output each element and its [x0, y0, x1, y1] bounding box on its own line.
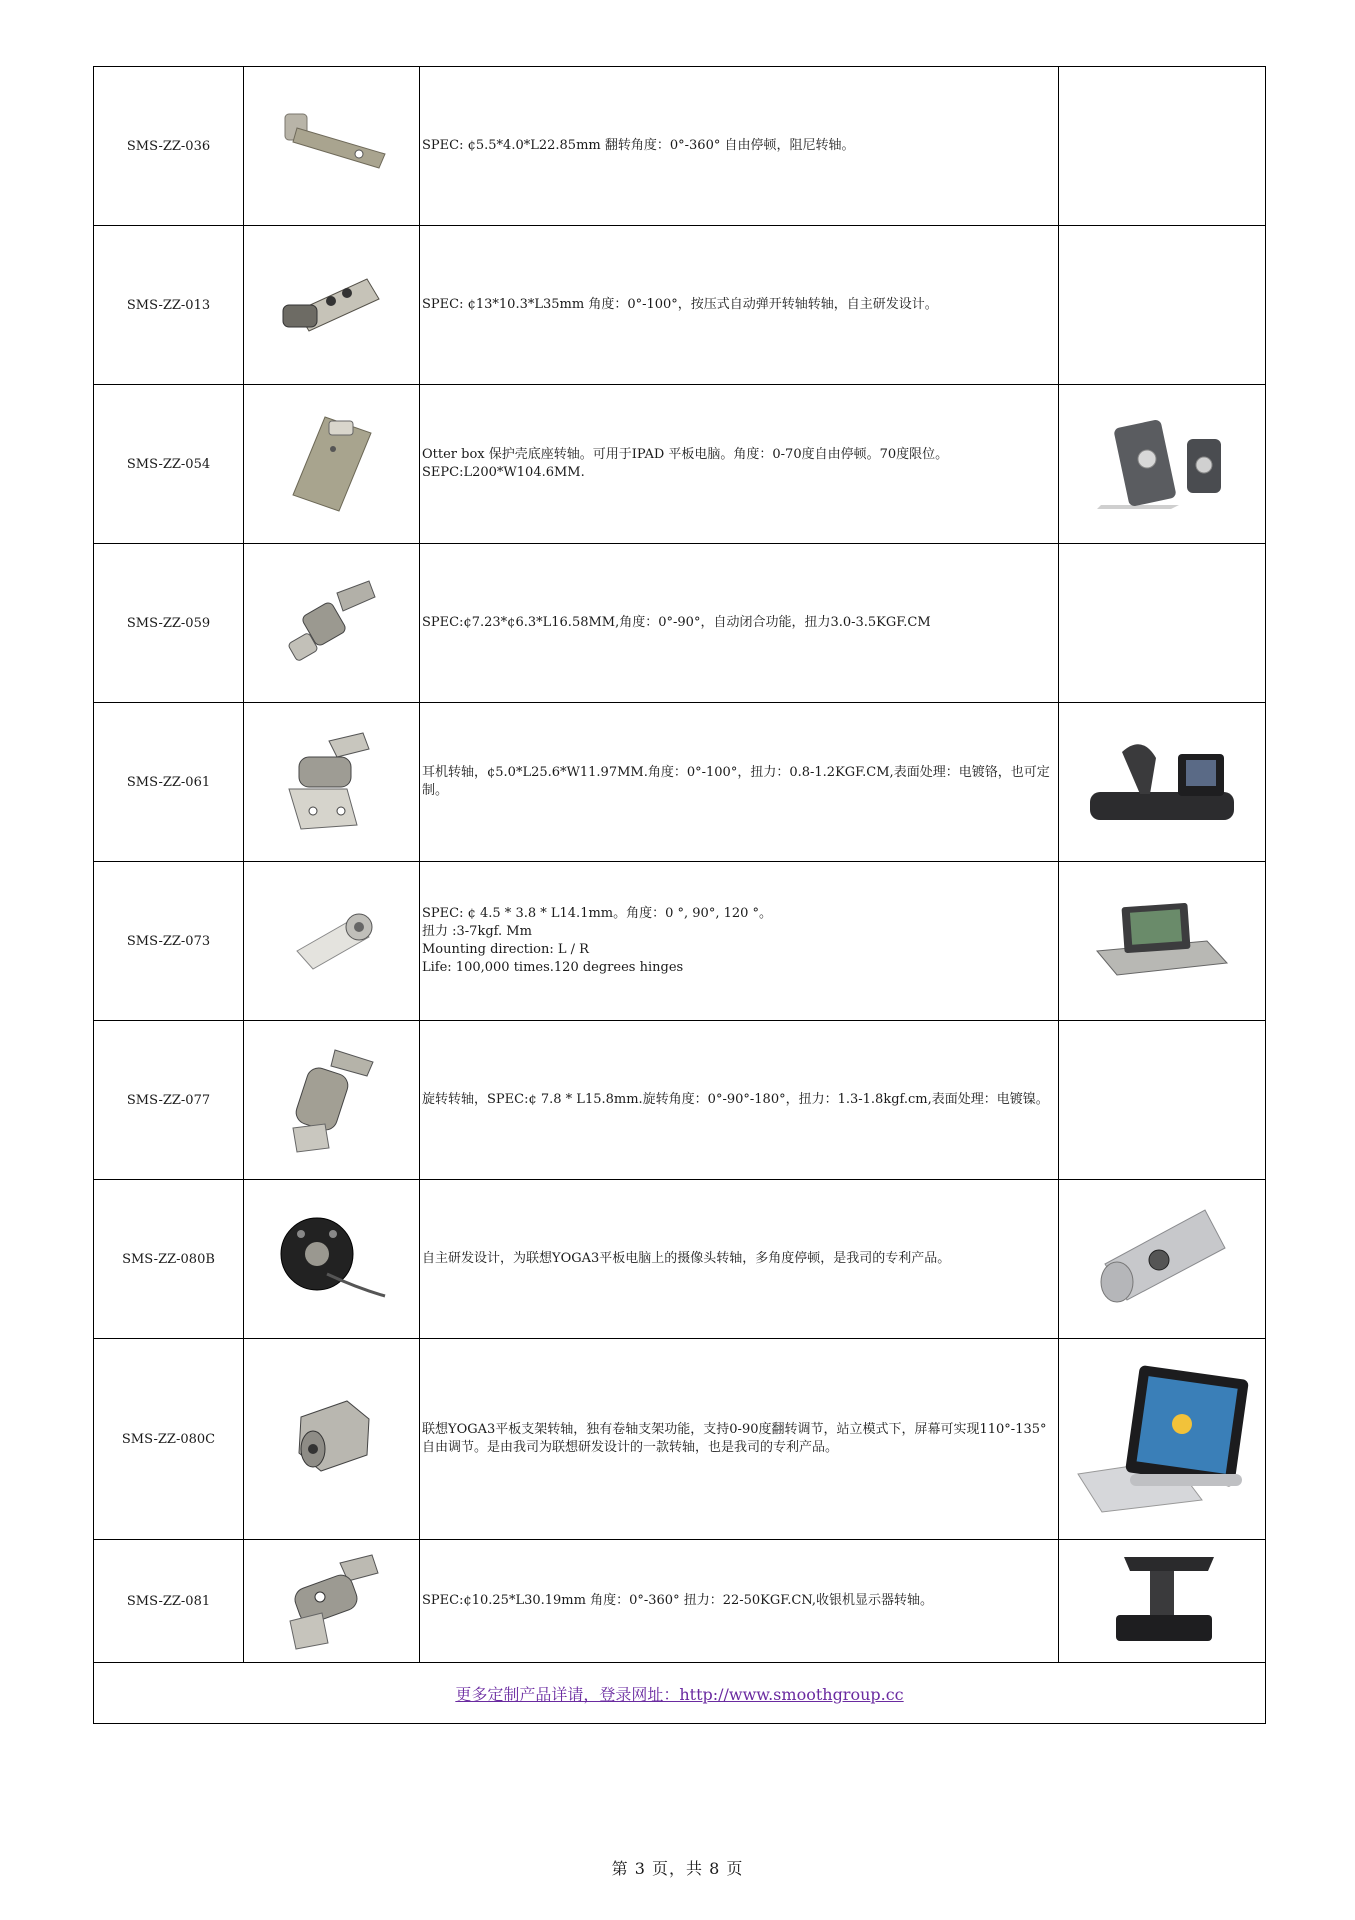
footer-cell	[94, 1663, 1266, 1724]
plate-hinge-icon	[277, 409, 387, 519]
product-code: SMS-ZZ-054	[94, 385, 244, 544]
pos-monitor-icon	[1102, 1551, 1222, 1651]
product-description: 旋转转轴，SPEC:¢ 7.8 * L15.8mm.旋转角度：0°-90°-180°，扭力：1.3-1.8kgf.cm,表面处理：电镀镍。	[420, 1021, 1059, 1180]
product-code: SMS-ZZ-036	[94, 67, 244, 226]
application-photo	[1059, 385, 1266, 544]
cylinder-hinge-icon	[277, 573, 387, 673]
product-description: 自主研发设计，为联想YOGA3平板电脑上的摄像头转轴，多角度停顿，是我司的专利产品。	[420, 1180, 1059, 1339]
product-photo	[244, 1180, 420, 1339]
product-table	[93, 66, 1266, 1724]
application-photo	[1059, 703, 1266, 862]
camera-cylinder-icon	[1087, 1204, 1237, 1314]
product-code: SMS-ZZ-077	[94, 1021, 244, 1180]
table-row	[94, 544, 1266, 703]
product-description: 耳机转轴，¢5.0*L25.6*W11.97MM.角度：0°-100°，扭力：0.8-1.2KGF.CM,表面处理：电镀铬，也可定制。	[420, 703, 1059, 862]
product-photo	[244, 862, 420, 1021]
product-photo	[244, 703, 420, 862]
product-photo	[244, 67, 420, 226]
product-photo	[244, 385, 420, 544]
table-row	[94, 1339, 1266, 1540]
product-description: SPEC:¢10.25*L30.19mm 角度：0°-360° 扭力：22-50KGF.CN,收银机显示器转轴。	[420, 1540, 1059, 1663]
product-description: SPEC: ¢5.5*4.0*L22.85mm 翻转角度：0°-360° 自由停顿，阻尼转轴。	[420, 67, 1059, 226]
handheld-device-icon	[1087, 891, 1237, 991]
product-code: SMS-ZZ-061	[94, 703, 244, 862]
footer-row	[94, 1663, 1266, 1724]
table-row	[94, 385, 1266, 544]
tablet-stand-icon	[1087, 409, 1237, 519]
product-photo	[244, 1021, 420, 1180]
table-row	[94, 226, 1266, 385]
table-row	[94, 1540, 1266, 1663]
application-photo	[1059, 1021, 1266, 1180]
product-code: SMS-ZZ-013	[94, 226, 244, 385]
table-row	[94, 862, 1266, 1021]
slim-hinge-bar-icon	[267, 106, 397, 186]
camera-hinge-icon	[267, 1204, 397, 1314]
application-photo	[1059, 544, 1266, 703]
push-release-hinge-icon	[267, 265, 397, 345]
monitor-hinge-icon	[272, 1551, 392, 1651]
table-row	[94, 703, 1266, 862]
product-description: SPEC:¢7.23*¢6.3*L16.58MM,角度：0°-90°，自动闭合功能，扭力3.0-3.5KGF.CM	[420, 544, 1059, 703]
product-photo	[244, 226, 420, 385]
application-photo	[1059, 862, 1266, 1021]
hex-hinge-icon	[277, 1389, 387, 1489]
mini-hinge-icon	[277, 891, 387, 991]
product-photo	[244, 1339, 420, 1540]
product-code: SMS-ZZ-073	[94, 862, 244, 1021]
application-photo	[1059, 1540, 1266, 1663]
product-description: SPEC: ¢13*10.3*L35mm 角度：0°-100°，按压式自动弹开转轴转轴，自主研发设计。	[420, 226, 1059, 385]
application-photo	[1059, 226, 1266, 385]
application-photo	[1059, 1180, 1266, 1339]
bracket-hinge-icon	[277, 727, 387, 837]
headset-dock-icon	[1082, 732, 1242, 832]
product-code: SMS-ZZ-080C	[94, 1339, 244, 1540]
product-description: Otter box 保护壳底座转轴。可用于IPAD 平板电脑。角度：0-70度自由停顿。70度限位。 SEPC:L200*W104.6MM.	[420, 385, 1059, 544]
page-number: 第 3 页，共 8 页	[611, 1859, 744, 1878]
application-photo	[1059, 1339, 1266, 1540]
product-photo	[244, 544, 420, 703]
product-description: SPEC: ¢ 4.5 * 3.8 * L14.1mm。角度：0 °, 90°, 120 °。 扭力 :3-7kgf. Mm Mounting direction: L / R Life: 100,000 times.120 degrees hinges	[420, 862, 1059, 1021]
yoga-tablet-icon	[1072, 1364, 1252, 1514]
product-code: SMS-ZZ-059	[94, 544, 244, 703]
product-code: SMS-ZZ-080B	[94, 1180, 244, 1339]
product-photo	[244, 1540, 420, 1663]
table-row	[94, 1021, 1266, 1180]
rotary-hinge-icon	[277, 1040, 387, 1160]
product-description: 联想YOGA3平板支架转轴，独有卷轴支架功能，支持0-90度翻转调节，站立模式下，屏幕可实现110°-135°自由调节。是由我司为联想研发设计的一款转轴，也是我司的专利产品。	[420, 1339, 1059, 1540]
website-link[interactable]: 更多定制产品详请，登录网址：http://www.smoothgroup.cc	[455, 1684, 904, 1704]
table-row	[94, 67, 1266, 226]
application-photo	[1059, 67, 1266, 226]
product-code: SMS-ZZ-081	[94, 1540, 244, 1663]
table-row	[94, 1180, 1266, 1339]
